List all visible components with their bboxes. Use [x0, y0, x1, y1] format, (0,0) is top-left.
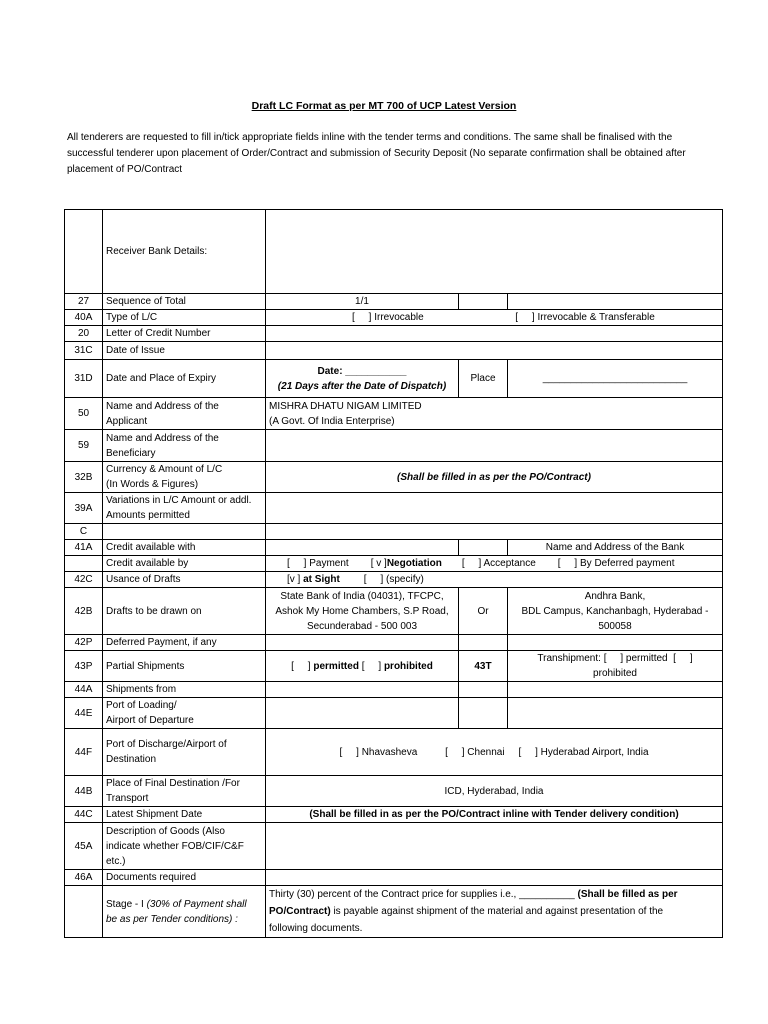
label-line: etc.): [106, 855, 126, 867]
field-code: 42P: [65, 635, 103, 651]
table-row: [65, 540, 723, 556]
stage-text-bold: (Shall be filled as per: [577, 889, 678, 900]
label-line: Name and Address of the: [106, 432, 219, 444]
table-row: [65, 776, 723, 807]
negotiation-option[interactable]: [371, 558, 442, 569]
empty-cell[interactable]: [266, 540, 459, 556]
stage-label-main: Stage - I: [106, 898, 147, 910]
partial-prohibited-bracket[interactable]: [ ]: [361, 660, 382, 672]
final-destination-value: ICD, Hyderabad, India: [266, 776, 723, 807]
applicant-subtitle: (A Govt. Of India Enterprise): [269, 415, 395, 427]
shipment-date-note: (Shall be filled in as per the PO/Contract inline with Tender delivery condition): [266, 807, 723, 823]
applicant-name: MISHRA DHATU NIGAM LIMITED: [269, 400, 422, 412]
negotiation-bracket: [ v ]: [370, 558, 387, 569]
applicant-cell: [266, 398, 723, 430]
field-label: Deferred Payment, if any: [103, 635, 266, 651]
table-row: [65, 556, 723, 572]
field-code: 40A: [65, 310, 103, 326]
place-label: Place: [459, 360, 508, 398]
table-row: [65, 430, 723, 462]
field-code: 32B: [65, 462, 103, 493]
stage-text-bold: PO/Contract): [269, 906, 331, 917]
table-row: [65, 823, 723, 870]
field-label: [103, 698, 266, 729]
table-row: [65, 870, 723, 886]
address-line: Ashok My Home Chambers, S.P Road,: [275, 605, 449, 617]
label-line: Applicant: [106, 415, 148, 427]
partial-permitted-bracket[interactable]: [ ]: [291, 660, 311, 672]
table-row: [65, 729, 723, 776]
address-line: 500058: [598, 620, 632, 632]
empty-cell: [266, 524, 723, 540]
at-sight-bracket: [v ]: [287, 574, 301, 585]
empty-cell: [508, 635, 723, 651]
field-code: 59: [65, 430, 103, 462]
address-line: Andhra Bank,: [584, 590, 646, 602]
field-code: 50: [65, 398, 103, 430]
transhipment-line: prohibited: [593, 668, 637, 679]
label-line: Port of Discharge/Airport of: [106, 739, 227, 750]
expiry-date-blank: Date: ___________: [317, 365, 407, 377]
stage-label-note: (30% of Payment shall: [146, 898, 247, 910]
field-label: [103, 493, 266, 524]
stage-text: is payable against shipment of the material and against presentation of the: [330, 906, 664, 917]
empty-cell[interactable]: [266, 682, 459, 698]
table-row: [65, 326, 723, 342]
label-line: Place of Final Destination /For: [106, 778, 240, 789]
stage-description: [266, 886, 723, 938]
table-row: [65, 342, 723, 360]
label-line: Variations in L/C Amount or addl.: [106, 495, 252, 506]
intro-paragraph: All tenderers are requested to fill in/tick appropriate fields inline with the tender terms and conditions. The same shall be finalised with the successful tenderer upon placement of Order/Contract and submission of Security Deposit (No separate confirmation shall be obtained after placement of PO/Contract: [67, 132, 686, 175]
table-row: [65, 310, 723, 326]
field-code: 44F: [65, 729, 103, 776]
partial-prohibited-label: prohibited: [383, 660, 433, 672]
empty-cell: [508, 682, 723, 698]
field-code: 43T: [459, 651, 508, 682]
label-line: indicate whether FOB/CIF/C&F: [106, 840, 244, 852]
table-row: [65, 588, 723, 635]
field-label: Shipments from: [103, 682, 266, 698]
receiver-bank-field[interactable]: [266, 210, 723, 294]
table-row: [65, 462, 723, 493]
field-code: 31C: [65, 342, 103, 360]
label-line: Port of Loading/: [106, 700, 177, 711]
table-row: [65, 886, 723, 938]
irrevocable-transferable-option[interactable]: [ ] Irrevocable & Transferable: [515, 312, 655, 323]
field-label: [103, 729, 266, 776]
stage-text: Thirty (30) percent of the Contract price for supplies i.e., __________: [269, 889, 578, 900]
table-row: [65, 524, 723, 540]
field-code: 45A: [65, 823, 103, 870]
table-row: [65, 698, 723, 729]
table-row: [65, 651, 723, 682]
table-row: [65, 807, 723, 823]
table-row: [65, 682, 723, 698]
field-code: 44C: [65, 807, 103, 823]
field-label: Drafts to be drawn on: [103, 588, 266, 635]
field-code: 27: [65, 294, 103, 310]
place-blank[interactable]: __________________________: [508, 360, 723, 398]
or-label: Or: [459, 588, 508, 635]
goods-description-field[interactable]: [266, 823, 723, 870]
irrevocable-option[interactable]: [ ] Irrevocable: [352, 312, 424, 323]
field-code: 42C: [65, 572, 103, 588]
credit-by-options: [266, 556, 723, 572]
label-line: Description of Goods (Also: [106, 825, 225, 837]
partial-permitted-label: permitted: [313, 660, 359, 672]
bank-name-header: Name and Address of the Bank: [508, 540, 723, 556]
label-line: Transport: [106, 793, 149, 804]
field-label: Credit available with: [103, 540, 266, 556]
table-row: [65, 210, 723, 294]
expiry-date-cell[interactable]: [266, 360, 459, 398]
field-code: 39A: [65, 493, 103, 524]
deferred-payment-option[interactable]: [ ] By Deferred payment: [557, 558, 675, 569]
at-sight-label: at Sight: [303, 574, 340, 585]
table-row: [65, 493, 723, 524]
table-row: [65, 572, 723, 588]
usance-options: [266, 572, 723, 588]
table-row: [65, 635, 723, 651]
field-label: [103, 462, 266, 493]
empty-cell: [266, 870, 723, 886]
empty-cell: [459, 540, 508, 556]
document-title: Draft LC Format as per MT 700 of UCP Latest Version: [251, 100, 517, 112]
field-label: Usance of Drafts: [103, 572, 266, 588]
empty-cell: [459, 698, 508, 729]
field-label: [103, 776, 266, 807]
empty-cell: [459, 635, 508, 651]
variations-field[interactable]: [266, 493, 723, 524]
field-label: Letter of Credit Number: [103, 326, 266, 342]
field-code: C: [65, 524, 103, 540]
label-line: Beneficiary: [106, 447, 156, 459]
field-code: 44E: [65, 698, 103, 729]
field-code: 42B: [65, 588, 103, 635]
field-label: Date of Issue: [103, 342, 266, 360]
expiry-date-note: (21 Days after the Date of Dispatch): [277, 380, 447, 392]
field-label: [103, 823, 266, 870]
table-row: [65, 398, 723, 430]
field-code: 20: [65, 326, 103, 342]
field-code: 41A: [65, 540, 103, 556]
date-of-issue-field[interactable]: [266, 342, 723, 360]
field-label: Date and Place of Expiry: [103, 360, 266, 398]
sbi-bank-address[interactable]: [266, 588, 459, 635]
currency-amount-note: (Shall be filled in as per the PO/Contract): [266, 462, 723, 493]
empty-cell: [459, 294, 508, 310]
at-sight-option[interactable]: [287, 574, 340, 585]
transhipment-options[interactable]: [508, 651, 723, 682]
discharge-port-options[interactable]: [ ] Nhavasheva [ ] Chennai [ ] Hyderabad Airport, India: [266, 729, 723, 776]
empty-cell: [508, 698, 723, 729]
table-row: [65, 294, 723, 310]
stage-label-note: be as per Tender conditions) :: [106, 913, 238, 925]
lc-format-table: [64, 209, 723, 938]
partial-shipment-options: [266, 651, 459, 682]
field-label: Latest Shipment Date: [103, 807, 266, 823]
table-row: [65, 360, 723, 398]
label-line: Amounts permitted: [106, 510, 190, 521]
code-cell: [65, 210, 103, 294]
field-code: 44B: [65, 776, 103, 807]
label-line: (In Words & Figures): [106, 479, 199, 490]
field-label: Type of L/C: [103, 310, 266, 326]
empty-cell[interactable]: [266, 698, 459, 729]
field-code: 46A: [65, 870, 103, 886]
payment-option[interactable]: [ ] Payment: [287, 558, 349, 569]
empty-cell: [508, 294, 723, 310]
code-cell: [65, 556, 103, 572]
stage-text: following documents.: [269, 923, 363, 934]
empty-cell[interactable]: [266, 635, 459, 651]
field-label: Sequence of Total: [103, 294, 266, 310]
stage-label: [103, 886, 266, 938]
lc-type-options: [266, 310, 723, 326]
label-line: Airport of Departure: [106, 715, 194, 726]
label-line: Currency & Amount of L/C: [106, 464, 223, 475]
transhipment-line: Transhipment: [ ] permitted [ ]: [537, 653, 693, 664]
address-line: BDL Campus, Kanchanbagh, Hyderabad -: [521, 605, 709, 617]
acceptance-option[interactable]: [ ] Acceptance: [461, 558, 536, 569]
field-label: [103, 430, 266, 462]
code-cell: [65, 886, 103, 938]
label-line: Destination: [106, 754, 157, 765]
beneficiary-field[interactable]: [266, 430, 723, 462]
address-line: State Bank of India (04031), TFCPC,: [280, 590, 444, 602]
receiver-bank-label: Receiver Bank Details:: [103, 210, 266, 294]
field-label: Documents required: [103, 870, 266, 886]
empty-cell: [103, 524, 266, 540]
empty-cell: [459, 682, 508, 698]
specify-option[interactable]: [ ] (specify): [363, 574, 424, 585]
negotiation-label: Negotiation: [386, 558, 442, 569]
andhra-bank-address[interactable]: [508, 588, 723, 635]
field-label: Partial Shipments: [103, 651, 266, 682]
field-code: 31D: [65, 360, 103, 398]
sequence-value: 1/1: [266, 294, 459, 310]
field-code: 44A: [65, 682, 103, 698]
field-label: Credit available by: [103, 556, 266, 572]
field-code: 43P: [65, 651, 103, 682]
address-line: Secunderabad - 500 003: [306, 620, 418, 632]
lc-number-field[interactable]: [266, 326, 723, 342]
label-line: Name and Address of the: [106, 400, 219, 412]
field-label: [103, 398, 266, 430]
